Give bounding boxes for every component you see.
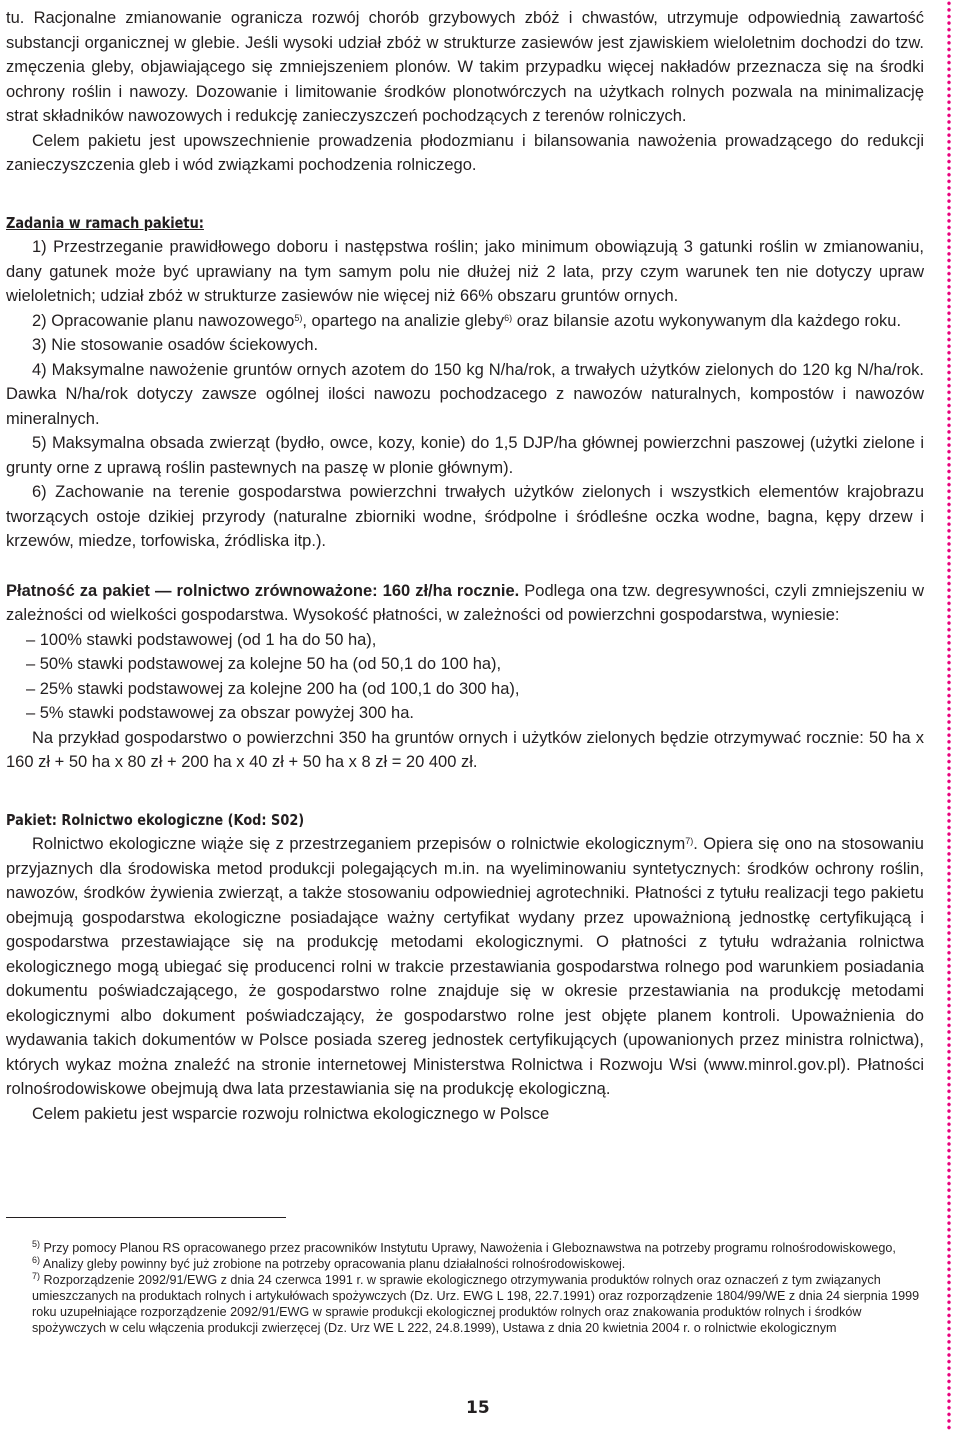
footnote-6 [6, 1256, 924, 1272]
footnote-ref-5: 5) [294, 312, 303, 323]
eco-text-b: . Opiera się ono na stosowaniu przyjaznych dla środowiska metod produkcji polegających m.in. na wyeliminowaniu syntetycznych: środków ochrony roślin, nawozów, środków żywienia zwierząt, a także stosowaniu odpowiedniej agrotechniki. Płatności z tytułu realizacji tego pakietu obejmują gospodarstwa ekologiczne posiadające ważny certyfikat wydany przez upoważnioną jednostkę certyfikującą i gospodarstwa przestawiające się na produkcję metodami ekologicznymi. O płatności z tytułu wdrażania rolnictwa ekologicznego mogą ubiegać się producenci rolni w trakcie przestawiania gospodarstwa rolnego pod warunkiem posiadania dokumentu poświadczającego, że gospodarstwo rolne znajduje się w okresie przestawiania na produkcję metodami ekologicznymi albo dokument poświadczający, że gospodarstwo rolne jest objęte planem kontroli. Upoważnienia do wydawania takich dokumentów w Polsce posiada szereg jednostek certyfikujących (upowanionych przez ministra rolnictwa), których wykaz można znaleźć na stronie internetowej Ministerstwa Rolnictwa i Rozwoju Wsi (www.minrol.gov.pl). Płatności rolnośrodowiskowe obejmują dwa lata przestawiania się na produkcję ekologiczną. [6, 835, 924, 1098]
task-2-text-c: oraz bilansie azotu wykonywanym dla każdego roku. [512, 311, 902, 330]
task-2-text-a: 2) Opracowanie planu nawozowego [32, 311, 295, 330]
task-3: 3) Nie stosowanie osadów ściekowych. [32, 336, 319, 354]
footnote-7 [6, 1272, 924, 1336]
footnote-7-text: Rozporządzenie 2092/91/EWG z dnia 24 czerwca 1991 r. w sprawie ekologicznego otrzymywania produktów rolnych oraz oznaczeń z tym związanych umieszczanych na produktach rolnych i artykułówach spożywczych (Dz. Urz. EWG L 198, 22.7.1991) oraz rozporządzenie 1804/99/WE z dnia 24 sierpnia 1999 roku uzupełniające rozporządzenie 2092/91/EWG w sprawie produkcji ekologicznej produktów rolnych oraz znakowania produktów rolnych i środków spożywczych w celu włączenia produkcji zwierzęcej (Dz. Urz WE L 222, 24.8.1999), Ustawa z dnia 20 kwietnia 2004 r. o rolnictwie ekologicznym [32, 1273, 920, 1335]
task-2-text-b: , opartego na analizie gleby [302, 311, 505, 330]
footnote-5-text: Przy pomocy Planou RS opracowanego przez pracowników Instytutu Uprawy, Nawożenia i Gleboznawstwa na potrzeby programu rolnośrodowiskowego, [40, 1241, 896, 1255]
tasks-heading-line [6, 211, 924, 236]
footnote-ref-6: 6) [504, 312, 513, 323]
task-5: 5) Maksymalna obsada zwierząt (bydło, owce, kozy, konie) do 1,5 DJP/ha głównej powierzchni paszowej (użytki zielone i grunty orne z uprawą roślin pastewnych na paszę w plonie głównym). [6, 434, 924, 477]
eco-heading-line [6, 808, 924, 833]
dotted-border-decoration [944, 0, 954, 1430]
eco-heading: Pakiet: Rolnictwo ekologiczne (Kod: S02) [6, 810, 305, 829]
payment-item-4: – 5% stawki podstawowej za obszar powyżej 300 ha. [26, 704, 414, 722]
payment-item-3: – 25% stawki podstawowej za kolejne 200 ha (od 100,1 do 300 ha), [26, 679, 520, 698]
payment-example: Na przykład gospodarstwo o powierzchni 350 ha gruntów ornych i użytków zielonych będzie otrzymywać rocznie: 50 ha x 160 zł + 50 ha x 80 zł + 200 ha x 40 zł + 50 ha x 8 zł = 20 400 zł. [6, 728, 924, 771]
footnote-ref-7: 7) [685, 836, 694, 846]
eco-paragraph [6, 832, 924, 1102]
footnote-6-text: Analizy gleby powinny być już zrobione na potrzeby opracowania planu działalności rolnośrodowiskowej. [40, 1257, 626, 1271]
footnote-divider [6, 1217, 286, 1218]
page-body [6, 6, 924, 1126]
footnote-5 [6, 1240, 924, 1256]
eco-text-a: Rolnictwo ekologiczne wiąże się z przestrzeganiem przepisów o rolnictwie ekologicznym [32, 835, 686, 853]
task-4: 4) Maksymalne nawożenie gruntów ornych azotem do 150 kg N/ha/rok, a trwałych użytków zielonych do 120 kg N/ha/rok. Dawka N/ha/rok dotyczy zawsze ogólnej ilości nawozu pochodzacego z nawozów naturalnych, kompostów i nawozów mineralnych. [6, 360, 924, 428]
payment-item-1: – 100% stawki podstawowej (od 1 ha do 50 ha), [26, 630, 377, 649]
footnote-7-mark: 7) [32, 1271, 41, 1281]
tasks-heading: Zadania w ramach pakietu: [6, 213, 204, 232]
footnote-5-mark: 5) [32, 1239, 41, 1249]
intro-goal-paragraph: Celem pakietu jest upowszechnienie prowadzenia płodozmianu i bilansowania nawożenia prowadzącego do redukcji zanieczyszczenia gleb i wód związkami pochodzenia rolniczego. [6, 131, 924, 174]
task-2 [6, 309, 924, 334]
payment-paragraph [6, 579, 924, 628]
intro-paragraph: tu. Racjonalne zmianowanie ogranicza rozwój chorób grzybowych zbóż i chwastów, utrzymuje odpowiednią zawartość substancji organicznej w glebie. Jeśli wysoki udział zbóż w strukturze zasiewów jest zjawiskiem wieloletnim dochodzi do tzw. zmęczenia gleby, objawiającego się zmniejszeniem plonów. W takim przypadku więcej nakładów przeznacza się na środki ochrony roślin i nawozy. Dozowanie i limitowanie środków plonotwórczych na użytkach rolnych pozwala na minimalizację strat składników nawozowych i redukcję zanieczyszczeń pochodzących z terenów rolniczych. [6, 9, 924, 125]
eco-goal-paragraph: Celem pakietu jest wsparcie rozwoju rolnictwa ekologicznego w Polsce [32, 1104, 550, 1123]
task-6: 6) Zachowanie na terenie gospodarstwa powierzchni trwałych użytków zielonych i wszystkich elementów krajobrazu tworzących ostoje dzikiej przyrody (naturalne zbiorniki wodne, śródpolne i śródleśne oczka wodne, bagna, kępy drzew i krzewów, miedze, torfowiska, źródliska itp.). [6, 483, 924, 550]
payment-bold: Płatność za pakiet — rolnictwo zrównoważone: 160 zł/ha rocznie. [6, 581, 520, 600]
footnote-6-mark: 6) [32, 1255, 41, 1265]
task-1: 1) Przestrzeganie prawidłowego doboru i następstwa roślin; jako minimum obowiązują 3 gatunki roślin w zmianowaniu, dany gatunek może być uprawiany na tym samym polu nie dłużej niż 2 lata, przy czym warunek ten nie dotyczy upraw wieloletnich; udział zbóż w strukturze zasiewów nie więcej niż 66% obszaru gruntów ornych. [6, 238, 924, 305]
payment-item-2: – 50% stawki podstawowej za kolejne 50 ha (od 50,1 do 100 ha), [26, 655, 502, 673]
footnotes [6, 1240, 924, 1336]
page-number: 15 [466, 1398, 490, 1418]
payment-text: Podlega ona tzw. degresywności, czyli zmniejszeniu w zależności od wielkości gospodarstwa. Wysokość płatności, w zależności od powierzchni gospodarstwa, wyniesie: [6, 581, 924, 624]
